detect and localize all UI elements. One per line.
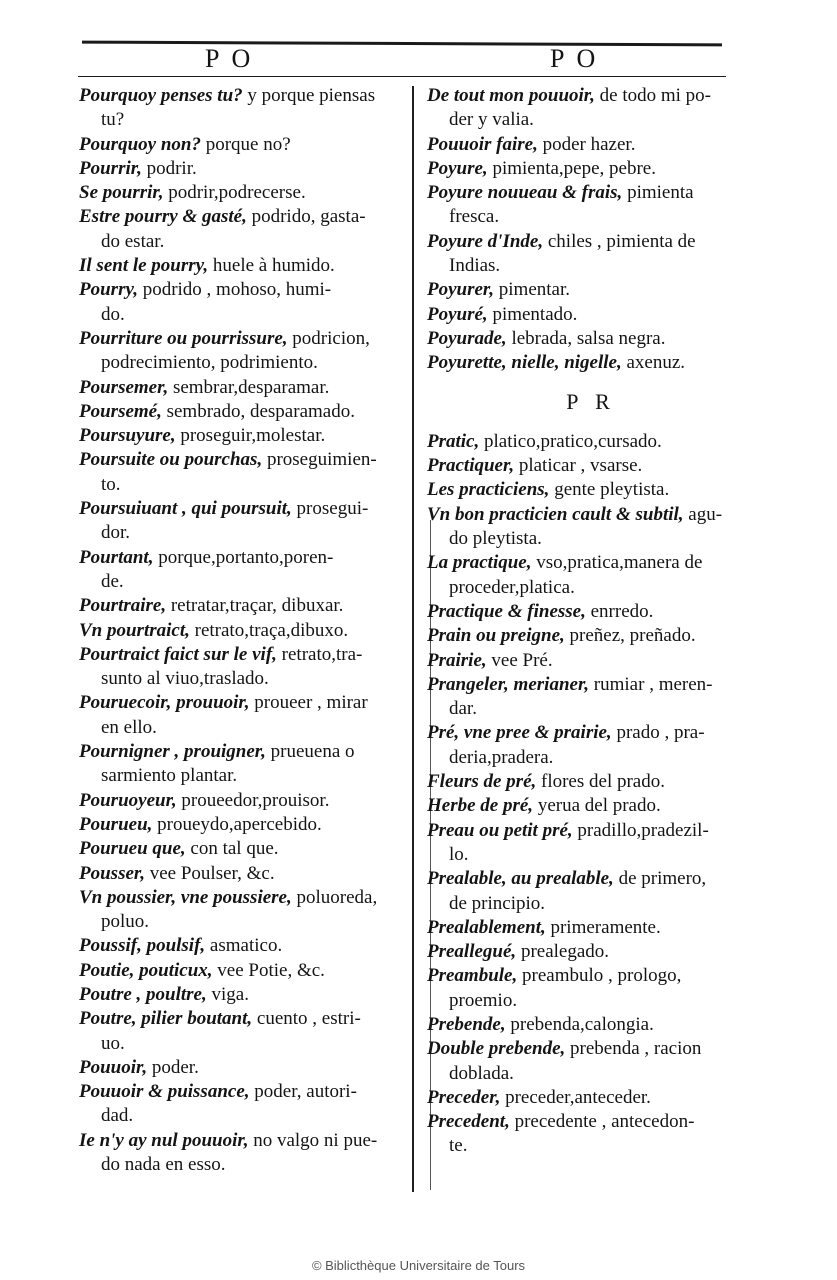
entry-continuation: te. <box>449 1135 468 1157</box>
right-column-po-entries <box>428 84 754 376</box>
entry-headword: Pouuoir & puissance, <box>79 1081 250 1103</box>
dictionary-entry <box>80 813 400 837</box>
entry-headword: Herbe de pré, <box>427 795 534 817</box>
entry-definition: poder. <box>147 1056 199 1078</box>
entry-headword: Ie n'y ay nul pouuoir, <box>79 1129 249 1151</box>
entry-headword: Prairie, <box>427 649 487 671</box>
entry-headword: Pourueu, <box>79 813 153 835</box>
entry-headword: Poutre, pilier boutant, <box>79 1008 253 1030</box>
entry-definition: proseguir,molestar. <box>175 425 326 447</box>
dictionary-entry <box>428 1013 754 1037</box>
dictionary-entry <box>80 327 400 376</box>
entry-definition: vee Potie, &c. <box>212 959 325 981</box>
dictionary-entry <box>428 867 754 916</box>
entry-definition: sembrar,desparamar. <box>168 376 330 398</box>
entry-definition: porque,portanto,poren- <box>153 546 334 568</box>
entry-headword: Poyurette, nielle, nigelle, <box>427 352 622 374</box>
entry-definition: asmatico. <box>205 935 283 957</box>
entry-definition: pimentar. <box>494 279 571 301</box>
entry-headword: Pouuoir, <box>79 1056 148 1078</box>
dictionary-entry <box>428 84 754 133</box>
entry-headword: Preambule, <box>427 965 518 987</box>
entry-definition: poder, autori- <box>249 1081 357 1103</box>
entry-headword: Vn poussier, vne poussiere, <box>79 886 292 908</box>
entry-headword: Poyure d'Inde, <box>427 230 544 252</box>
entry-definition: platico,pratico,cursado. <box>479 430 662 452</box>
entry-continuation: proceder,platica. <box>449 576 575 598</box>
entry-headword: Poyurade, <box>427 327 507 349</box>
dictionary-entry <box>428 478 754 502</box>
entry-definition: chiles , pimienta de <box>543 230 696 252</box>
entry-headword: Preceder, <box>427 1086 501 1108</box>
entry-headword: Pourquoy non? <box>79 133 201 155</box>
entry-continuation: de principio. <box>449 892 546 914</box>
left-column <box>80 84 400 1177</box>
dictionary-entry <box>80 424 400 448</box>
entry-continuation: Indias. <box>449 255 501 277</box>
dictionary-entry <box>428 624 754 648</box>
entry-continuation: en ello. <box>101 716 157 738</box>
entry-headword: Vn pourtraict, <box>79 619 190 641</box>
right-column <box>428 84 754 1159</box>
entry-headword: Poussif, poulsif, <box>79 935 206 957</box>
entry-continuation: do. <box>101 303 125 325</box>
running-head-left: PO <box>205 44 263 73</box>
entry-definition: retrato,traça,dibuxo. <box>189 619 349 641</box>
entry-headword: Prebende, <box>427 1013 506 1035</box>
library-credit: © Biblicthèque Universitaire de Tours <box>311 1258 526 1273</box>
entry-definition: de primero, <box>613 868 707 890</box>
entry-headword: Poutre , poultre, <box>79 983 207 1005</box>
entry-definition: porque no? <box>200 133 291 155</box>
entry-headword: Poyure, <box>427 157 488 179</box>
entry-headword: Prain ou preigne, <box>427 625 565 647</box>
entry-definition: prealegado. <box>516 941 610 963</box>
entry-definition: prueuena o <box>265 741 355 763</box>
right-column-pr-entries <box>428 430 754 1159</box>
dictionary-entry <box>80 1080 400 1129</box>
entry-headword: Preau ou petit pré, <box>427 819 573 841</box>
entry-headword: Les practiciens, <box>427 479 550 501</box>
entry-headword: Pouruoyeur, <box>79 789 177 811</box>
dictionary-entry <box>80 84 400 133</box>
entry-headword: Estre pourry & gasté, <box>79 206 247 228</box>
entry-headword: Prealable, au prealable, <box>427 868 614 890</box>
entry-definition: preñez, preñado. <box>564 625 696 647</box>
entry-continuation: deria,pradera. <box>449 746 554 768</box>
entry-definition: pimienta,pepe, pebre. <box>487 157 656 179</box>
entry-headword: Poutie, pouticux, <box>79 959 213 981</box>
entry-continuation: fresca. <box>449 206 500 228</box>
dictionary-entry <box>80 740 400 789</box>
entry-definition: precedente , antecedon- <box>509 1111 695 1133</box>
entry-headword: Preallegué, <box>427 941 517 963</box>
dictionary-entry <box>428 503 754 552</box>
dictionary-entry <box>80 934 400 958</box>
entry-definition: proueydo,apercebido. <box>152 813 322 835</box>
entry-headword: Pousser, <box>79 862 145 884</box>
entry-definition: cuento , estri- <box>252 1008 361 1030</box>
entry-headword: Pourrir, <box>79 157 142 179</box>
dictionary-entry <box>428 181 754 230</box>
dictionary-entry <box>428 157 754 181</box>
dictionary-entry <box>428 964 754 1013</box>
entry-definition: podrido , mohoso, humi- <box>137 279 332 301</box>
entry-headword: Prangeler, merianer, <box>427 673 590 695</box>
entry-headword: Poursemer, <box>79 376 169 398</box>
dictionary-entry <box>428 940 754 964</box>
dictionary-entry <box>428 551 754 600</box>
entry-continuation: dor. <box>101 522 131 544</box>
entry-definition: vso,pratica,manera de <box>531 552 703 574</box>
dictionary-entry <box>80 448 400 497</box>
entry-headword: Pré, vne pree & prairie, <box>427 722 612 744</box>
dictionary-entry <box>80 886 400 935</box>
dictionary-entry <box>428 327 754 351</box>
entry-headword: Pourueu que, <box>79 838 186 860</box>
entry-continuation: do estar. <box>101 230 165 252</box>
dictionary-entry <box>80 205 400 254</box>
entry-definition: flores del prado. <box>536 771 665 793</box>
entry-continuation: uo. <box>101 1032 125 1054</box>
dictionary-entry <box>428 721 754 770</box>
dictionary-entry <box>80 181 400 205</box>
section-heading: P R <box>566 388 616 414</box>
entry-definition: platicar , vsarse. <box>514 455 643 477</box>
dictionary-entry <box>428 430 754 454</box>
dictionary-entry <box>428 454 754 478</box>
entry-continuation: proemio. <box>449 989 518 1011</box>
dictionary-entry <box>80 837 400 861</box>
running-head-right: PO <box>550 44 608 73</box>
entry-continuation: doblada. <box>449 1062 514 1084</box>
dictionary-entry <box>80 691 400 740</box>
entry-definition: y porque piensas <box>242 85 376 106</box>
dictionary-entry <box>428 819 754 868</box>
entry-headword: Pourriture ou pourrissure, <box>79 327 288 349</box>
dictionary-entry <box>428 1086 754 1110</box>
dictionary-entry <box>80 1056 400 1080</box>
entry-definition: proseguimien- <box>262 449 377 471</box>
dictionary-entry <box>80 546 400 595</box>
entry-continuation: podrecimiento, podrimiento. <box>101 352 318 374</box>
entry-continuation: dad. <box>101 1105 134 1127</box>
dictionary-entry <box>80 497 400 546</box>
entry-continuation: sarmiento plantar. <box>101 765 238 787</box>
dictionary-entry <box>80 400 400 424</box>
entry-headword: Practiquer, <box>427 455 515 477</box>
entry-definition: vee Pré. <box>486 649 553 671</box>
entry-headword: Poursemé, <box>79 400 162 422</box>
entry-definition: pradillo,pradezil- <box>572 819 709 841</box>
entry-definition: viga. <box>206 983 249 1005</box>
entry-continuation: de. <box>101 570 124 592</box>
entry-definition: enrredo. <box>585 600 654 622</box>
dictionary-entry <box>80 1129 400 1178</box>
entry-definition: prado , pra- <box>611 722 705 744</box>
entry-definition: lebrada, salsa negra. <box>506 327 666 349</box>
entry-definition: podricion, <box>287 327 370 349</box>
entry-definition: podrir. <box>141 157 197 179</box>
entry-definition: agu- <box>683 503 723 525</box>
entry-definition: prosegui- <box>291 498 369 520</box>
entry-definition: prebenda,calongia. <box>505 1013 654 1035</box>
entry-headword: La practique, <box>427 552 532 574</box>
dictionary-entry <box>80 862 400 886</box>
entry-headword: Fleurs de pré, <box>427 771 537 793</box>
entry-headword: Pratic, <box>427 430 480 452</box>
entry-headword: Poyurer, <box>427 279 495 301</box>
entry-headword: Vn bon practicien cault & subtil, <box>427 503 684 525</box>
entry-headword: Double prebende, <box>427 1038 566 1060</box>
entry-headword: Poyuré, <box>427 303 488 325</box>
entry-definition: pimienta <box>622 182 694 204</box>
entry-definition: gente pleytista. <box>549 479 670 501</box>
dictionary-entry <box>80 254 400 278</box>
dictionary-entry <box>80 278 400 327</box>
entry-definition: preambulo , prologo, <box>517 965 682 987</box>
entry-headword: Poursuiuant , qui poursuit, <box>79 498 292 520</box>
entry-definition: podrir,podrecerse. <box>163 182 306 204</box>
entry-headword: Pournigner , prouigner, <box>79 741 266 763</box>
top-rule <box>82 41 722 47</box>
entry-headword: Poyure nouueau & frais, <box>427 182 623 204</box>
entry-definition: podrido, gasta- <box>246 206 366 228</box>
header-rule <box>78 76 726 77</box>
entry-headword: Pouuoir faire, <box>427 133 538 155</box>
entry-continuation: dar. <box>449 698 477 720</box>
entry-continuation: to. <box>101 473 121 495</box>
dictionary-entry <box>80 983 400 1007</box>
dictionary-entry <box>428 1110 754 1159</box>
dictionary-entry <box>428 794 754 818</box>
entry-definition: axenuz. <box>621 352 686 374</box>
dictionary-entry <box>80 789 400 813</box>
entry-headword: Practique & finesse, <box>427 600 586 622</box>
entry-definition: prebenda , racion <box>565 1038 702 1060</box>
entry-headword: Pourry, <box>79 279 138 301</box>
dictionary-entry <box>428 770 754 794</box>
dictionary-entry <box>428 278 754 302</box>
entry-definition: proueedor,prouisor. <box>176 789 330 811</box>
entry-headword: Pourquoy penses tu? <box>79 85 243 106</box>
entry-continuation: do pleytista. <box>449 528 542 550</box>
dictionary-entry <box>428 230 754 279</box>
dictionary-entry <box>428 303 754 327</box>
entry-definition: pimentado. <box>487 303 578 325</box>
dictionary-entry <box>80 594 400 618</box>
entry-definition: retratar,traçar, dibuxar. <box>166 595 344 617</box>
entry-definition: sembrado, desparamado. <box>161 400 355 422</box>
entry-definition: proueer , mirar <box>249 692 368 714</box>
entry-continuation: do nada en esso. <box>101 1154 226 1176</box>
entry-headword: Pouruecoir, prouuoir, <box>79 692 250 714</box>
dictionary-entry <box>80 959 400 983</box>
entry-definition: de todo mi po- <box>594 85 711 106</box>
dictionary-entry <box>80 133 400 157</box>
column-divider <box>412 86 414 1192</box>
dictionary-entry <box>80 157 400 181</box>
entry-continuation: der y valia. <box>449 109 534 131</box>
entry-headword: Il sent le pourry, <box>79 255 209 277</box>
entry-continuation: sunto al viuo,traslado. <box>101 668 269 690</box>
entry-definition: huele à humido. <box>208 255 335 277</box>
dictionary-entry <box>80 1007 400 1056</box>
entry-definition: con tal que. <box>185 838 279 860</box>
dictionary-entry <box>428 133 754 157</box>
entry-headword: Poursuite ou pourchas, <box>79 449 263 471</box>
entry-definition: poluoreda, <box>291 886 378 908</box>
entry-continuation: poluo. <box>101 911 150 933</box>
entry-headword: Poursuyure, <box>79 425 176 447</box>
entry-definition: yerua del prado. <box>533 795 661 817</box>
dictionary-entry <box>80 643 400 692</box>
entry-definition: vee Poulser, &c. <box>145 862 275 884</box>
dictionary-entry <box>428 351 754 375</box>
dictionary-entry <box>428 600 754 624</box>
dictionary-entry <box>428 916 754 940</box>
entry-headword: Precedent, <box>427 1111 510 1133</box>
entry-definition: primeramente. <box>545 916 661 938</box>
entry-headword: Pourtraire, <box>79 595 167 617</box>
dictionary-entry <box>428 649 754 673</box>
entry-continuation: lo. <box>449 843 469 865</box>
entry-headword: Pourtant, <box>79 546 154 568</box>
entry-definition: preceder,anteceder. <box>500 1086 651 1108</box>
entry-definition: retrato,tra- <box>276 643 363 665</box>
dictionary-entry <box>428 673 754 722</box>
entry-headword: Prealablement, <box>427 916 546 938</box>
entry-definition: no valgo ni pue- <box>248 1129 378 1151</box>
dictionary-entry <box>80 619 400 643</box>
entry-continuation: tu? <box>101 109 125 131</box>
entry-headword: De tout mon pouuoir, <box>427 85 595 106</box>
dictionary-entry <box>428 1037 754 1086</box>
entry-definition: poder hazer. <box>537 133 636 155</box>
dictionary-entry <box>80 376 400 400</box>
entry-definition: rumiar , meren- <box>589 673 713 695</box>
entry-headword: Pourtraict faict sur le vif, <box>79 643 277 665</box>
entry-headword: Se pourrir, <box>79 182 164 204</box>
